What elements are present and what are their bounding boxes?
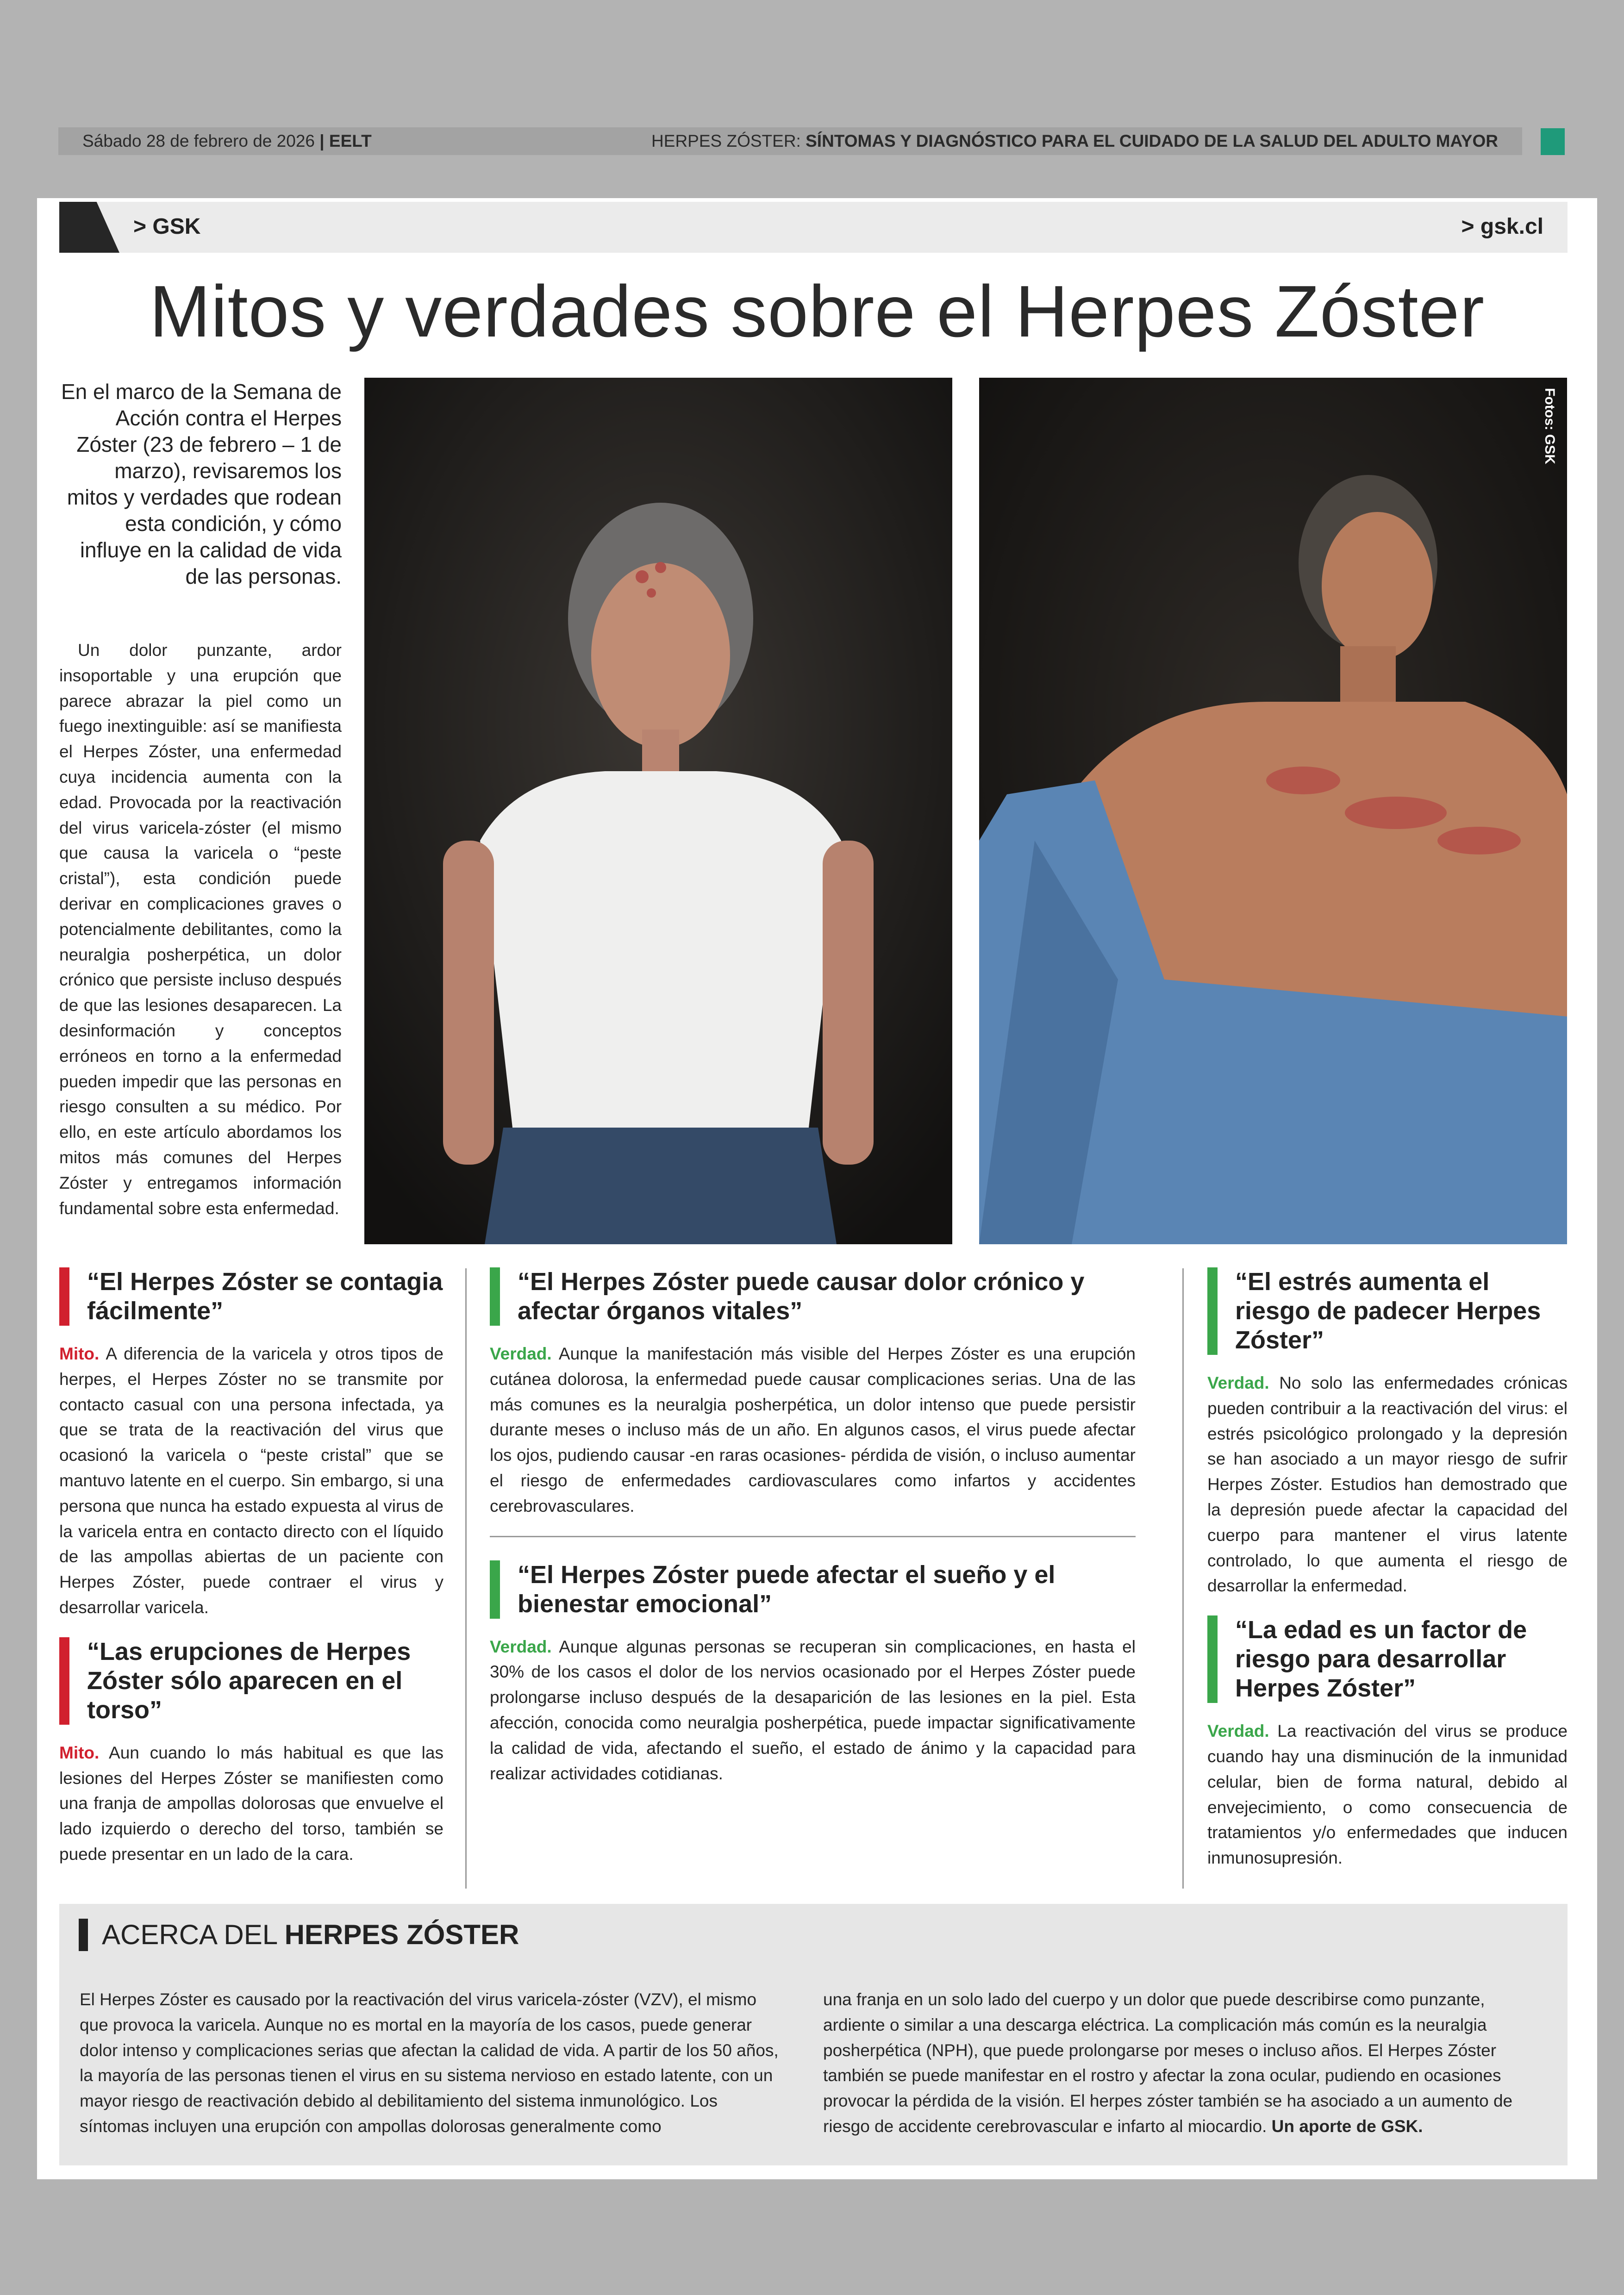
column-divider	[1182, 1268, 1184, 1889]
cronico-body: Aunque la manifestación más visible del Herpes Zóster es una erupción cutánea dolorosa, la enfermedad puede causar complicaciones serias. Una de las más comunes es la neuralgia posherpética, un dolor intenso que puede persistir durante meses o incluso más de un año. En algunos casos, el virus puede afectar los ojos, pudiendo causar -en raras ocasiones- pérdida de visión, o incluso aumentar el riesgo de enfermedades cardiovasculares como infartos y accidentes cerebrovasculares.	[490, 1344, 1136, 1515]
sponsor-label: > GSK	[133, 214, 201, 239]
about-heading-light: ACERCA DEL	[102, 1919, 277, 1950]
torso-body: Aun cuando lo más habitual es que las lesiones del Herpes Zóster se manifiesten como una franja de ampollas dolorosas que envuelve el lado izquierdo o derecho del torso, también se puede presentar en un lado de la cara.	[59, 1743, 443, 1864]
sponsor-bar	[59, 202, 1568, 253]
corner-logo-shape	[59, 202, 119, 253]
about-heading-bold: HERPES ZÓSTER	[284, 1919, 519, 1950]
section-line	[651, 131, 1498, 151]
text-contagio	[59, 1341, 443, 1621]
separator: |	[319, 131, 325, 150]
myth-tag: Mito.	[59, 1743, 100, 1762]
issue-date: Sábado 28 de febrero de 2026	[82, 131, 315, 150]
truth-tag: Verdad.	[1207, 1721, 1269, 1741]
estres-body: No solo las enfermedades crónicas pueden contribuir a la reactivación del virus: el estrés psicológico prolongado y la depresión se han asociado a un mayor riesgo de sufrir Herpes Zóster. Estudios han demostrado que la depresión puede afectar la capacidad del cuerpo para mantener el virus latente controlado, lo que aumenta el riesgo de desarrollar la enfermedad.	[1207, 1373, 1568, 1596]
about-col-1: El Herpes Zóster es causado por la reactivación del virus varicela-zóster (VZV), el mismo que provoca la varicela. Aunque no es mortal en la mayoría de los casos, puede generar dolor intenso y complicaciones serias que afectan la calidad de vida. A partir de los 50 años, la mayoría de las personas tienen el virus en su sistema nervioso en estado latente, con un mayor riesgo de reactivación debido al debilitamiento del sistema inmunológico. Los síntomas incluyen una erupción con ampollas dolorosas generalmente como	[80, 1990, 779, 2136]
text-cronico	[490, 1341, 1136, 1519]
paper-name: EELT	[329, 131, 372, 150]
heading-cronico: “El Herpes Zóster puede causar dolor crónico y afectar órganos vitales”	[490, 1267, 1136, 1326]
middle-column	[490, 1267, 1136, 1803]
truths-column	[1207, 1267, 1568, 1888]
column-divider	[465, 1268, 467, 1889]
myth-tag: Mito.	[59, 1344, 100, 1363]
intro-text: En el marco de la Semana de Acción contra el Herpes Zóster (23 de febrero – 1 de marzo), revisaremos los mitos y verdades que rodean esta condición, y cómo influye en la calidad de vida de las personas.	[61, 380, 342, 588]
photo-credit: Fotos: GSK	[1542, 388, 1557, 464]
heading-estres: “El estrés aumenta el riesgo de padecer Herpes Zóster”	[1207, 1267, 1568, 1355]
heading-contagio: “El Herpes Zóster se contagia fácilmente”	[59, 1267, 443, 1326]
man-photo-illustration	[979, 378, 1567, 1244]
truth-tag: Verdad.	[490, 1344, 552, 1363]
photo-woman	[364, 378, 952, 1244]
about-heading	[79, 1919, 519, 1951]
heading-torso: “Las erupciones de Herpes Zóster sólo aparecen en el torso”	[59, 1637, 443, 1725]
date-line	[82, 131, 372, 151]
about-col-2-text: una franja en un solo lado del cuerpo y un dolor que puede describirse como punzante, ardiente o similar a una descarga eléctrica. La complicación más común es la neuralgia posherpética (NPH), que puede prolongarse por meses o incluso años. El Herpes Zóster también se puede manifestar en el rostro y afectar la zona ocular, pudiendo en ocasiones provocar la pérdida de la visión. El herpes zóster también se ha asociado a un aumento de riesgo de accidente cerebrovascular e infarto al miocardio.	[823, 1990, 1513, 2136]
website-link[interactable]: > gsk.cl	[1461, 214, 1543, 239]
contagio-body: A diferencia de la varicela y otros tipos de herpes, el Herpes Zóster no se transmite por contacto casual con una persona infectada, ya que se trata de la reactivación del virus que ocasionó la varicela o “peste cristal” que se mantuvo latente en el cuerpo. Sin embargo, si una persona que nunca ha estado expuesta al virus de la varicela entra en contacto directo con el líquido de las ampollas abiertas de un paciente con Herpes Zóster, puede contraer el virus y desarrollar varicela.	[59, 1344, 443, 1617]
article-page	[37, 198, 1597, 2179]
text-torso	[59, 1740, 443, 1867]
section-marker	[1541, 128, 1565, 155]
truth-tag: Verdad.	[490, 1637, 552, 1656]
divider	[490, 1536, 1136, 1537]
about-closing: Un aporte de GSK.	[1271, 2116, 1423, 2136]
heading-sueno: “El Herpes Zóster puede afectar el sueño y el bienestar emocional”	[490, 1560, 1136, 1619]
about-col-2	[823, 1987, 1545, 2139]
text-sueno	[490, 1634, 1136, 1787]
myths-column	[59, 1267, 443, 1884]
body-paragraph: Un dolor punzante, ardor insoportable y una erupción que parece abrazar la piel como un fuego inextinguible: así se manifiesta el Herpes Zóster, una enfermedad cuya incidencia aumenta con la edad. Provocada por la reactivación del virus varicela-zóster (el mismo que causa la varicela o “peste cristal”), esta condición puede derivar en complicaciones graves o potencialmente debilitantes, como la neuralgia posherpética, un dolor crónico que persiste incluso después de que las lesiones desaparecen. La desinformación y conceptos erróneos en torno a la enfermedad pueden impedir que las personas en riesgo consulten a su médico. Por ello, en este artículo abordamos los mitos más comunes del Herpes Zóster y entregamos información fundamental sobre esta enfermedad.	[59, 641, 342, 1218]
heading-edad: “La edad es un factor de riesgo para desarrollar Herpes Zóster”	[1207, 1615, 1568, 1703]
sueno-body: Aunque algunas personas se recuperan sin complicaciones, en hasta el 30% de los casos el dolor de los nervios ocasionado por el Herpes Zóster puede prolongarse incluso después de la desaparición de las lesiones en la piel. Esta afección, conocida como neuralgia posherpética, puede impactar significativamente la calidad de vida, afectando el sueño, el estado de ánimo y la capacidad para realizar actividades cotidianas.	[490, 1637, 1136, 1783]
body-text	[59, 638, 342, 1221]
photo-man	[979, 378, 1567, 1244]
text-estres	[1207, 1371, 1568, 1599]
page-title: Mitos y verdades sobre el Herpes Zóster	[149, 271, 1485, 352]
section-title: SÍNTOMAS Y DIAGNÓSTICO PARA EL CUIDADO DE LA SALUD DEL ADULTO MAYOR	[806, 131, 1498, 150]
text-edad	[1207, 1719, 1568, 1871]
truth-tag: Verdad.	[1207, 1373, 1269, 1392]
woman-photo-illustration	[364, 378, 952, 1244]
section-prefix: HERPES ZÓSTER:	[651, 131, 801, 150]
about-box	[59, 1904, 1568, 2165]
edad-body: La reactivación del virus se produce cuando hay una disminución de la inmunidad celular, bien de forma natural, debido al envejecimiento, o como consecuencia de tratamientos y/o enfermedades que inducen inmunosupresión.	[1207, 1721, 1568, 1868]
top-bar	[58, 127, 1522, 155]
